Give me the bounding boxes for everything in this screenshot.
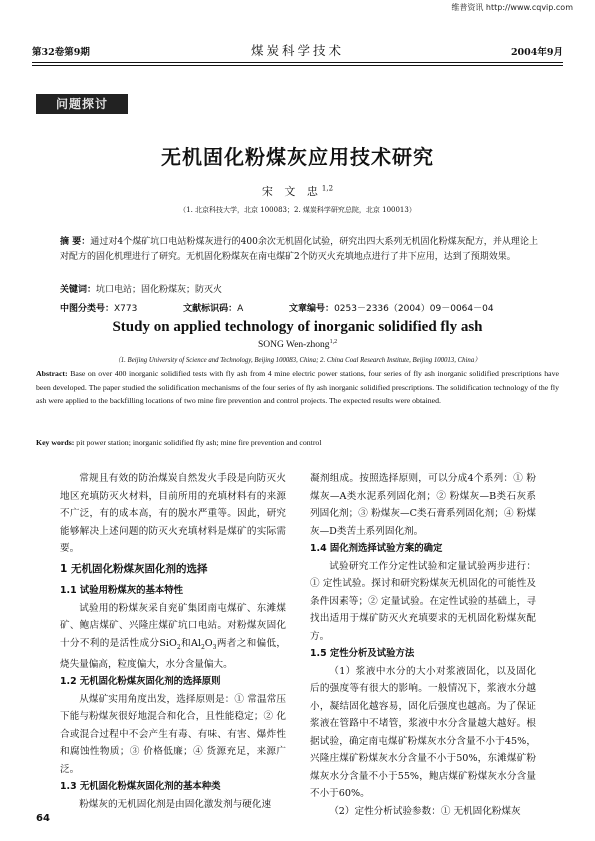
keywords	[60, 283, 538, 298]
header-rule	[32, 62, 563, 63]
section-1-heading: 1 无机固化粉煤灰固化剂的选择	[60, 562, 208, 575]
section-1-3-paragraph: 粉煤灰的无机固化剂是由固化激发剂与硬化速	[79, 798, 272, 810]
english-author-name: SONG Wen-zhong	[257, 340, 330, 351]
section-1-4-paragraph: 试验研究工作分定性试验和定量试验两步进行：① 定性试验。探讨和研究粉煤灰无机固化的可能性及条件因素等；② 定量试验。在定性试验的基础上，寻找出适用于煤矿防灭火充填要求的无机固化粉煤灰配方。	[310, 560, 536, 642]
section-1-3-heading: 1.3 无机固化粉煤灰固化剂的基本种类	[60, 781, 221, 793]
paper-title: 无机固化粉煤灰应用技术研究	[161, 145, 434, 169]
abstract-label: 摘 要：	[60, 237, 91, 247]
section-1-1-heading: 1.1 试验用粉煤灰的基本特性	[60, 585, 183, 596]
author-sup: 1,2	[321, 184, 334, 193]
issue-date: 2004年9月	[510, 47, 563, 58]
volume-issue: 第32卷第9期	[32, 47, 90, 58]
english-author-sup: 1,2	[329, 339, 338, 345]
body-right-column	[310, 470, 536, 820]
section-1-4-heading: 1.4 固化剂选择试验方案的确定	[310, 543, 443, 554]
section-1-5-heading: 1.5 定性分析及试验方法	[310, 648, 415, 659]
english-keywords-text: pit power station; inorganic solidified fly ash; mine fire prevention and control	[76, 438, 322, 447]
article-no-label: 文章编号：	[289, 304, 335, 314]
english-abstract-text: Base on over 400 inorganic solidified tests with fly ash from 4 mine electric power stations, four series of fly ash inorganic solidified prescriptions have been developed. The paper studied the solidification mechanisms of the four series of fly ash inorganic solidified prescriptions. The solidification technology of the fly ash were applied to the backfilling locations of two mine fire prevention and control projects. The expected results were obtained.	[36, 369, 559, 406]
affiliation: （1. 北京科技大学，北京 100083；2. 煤炭科学研究总院，北京 100013）	[179, 206, 416, 214]
section-1-2-heading: 1.2 无机固化粉煤灰固化剂的选择原则	[60, 676, 221, 688]
intro-paragraph: 常规且有效的防治煤炭自然发火手段是向防灭火地区充填防灭火材料，目前所用的充填材料有的来源不广泛，有的成本高，有的脱水严重等。因此，研究能够解决上述问题的防灭火充填材料是煤矿的实际需要。	[60, 473, 286, 554]
author-name: 宋 文 忠	[261, 185, 322, 198]
p11-part-b: 和Al	[180, 637, 201, 649]
p11-part-c: O	[204, 637, 213, 649]
keywords-text: 坑口电站；固化粉煤灰；防灭火	[96, 285, 223, 295]
doc-code-label: 文献标识码：	[183, 304, 238, 314]
section-1-5-paragraph-1: （1）浆液中水分的大小对浆液固化，以及固化后的强度等有很大的影响。一般情况下，浆液水分越小，凝结固化越容易，固化后强度也越高。为了保证浆液在管路中不堵管，浆液中水分含量越大越好。根据试验，确定南屯煤矿粉煤灰水分含量不小于45%，兴隆庄煤矿粉煤灰水分含量不小于50%，东滩煤矿粉煤灰水分含量不小于55%，鲍店煤矿粉煤灰水分含量不小于60%。	[310, 665, 536, 799]
english-title: Study on applied technology of inorganic solidified fly ash	[112, 319, 483, 335]
watermark: 维普资讯 http://www.cqvip.com	[451, 3, 573, 12]
abstract-text: 通过对4个煤矿坑口电站粉煤灰进行的400余次无机固化试验，研究出四大系列无机固化粉煤灰配方，并从理论上对配方的固化机理进行了研究。无机固化粉煤灰在南屯煤矿2个防灭火充填地点进行了井下应用，达到了预期效果。	[60, 237, 538, 262]
section-1-5-paragraph-2: （2）定性分析试验参数：① 无机固化粉煤灰	[329, 805, 521, 817]
p11-part-a: 试验用的粉煤灰采自兖矿集团南屯煤矿、东滩煤矿、鲍店煤矿、兴隆庄煤矿坑口电站。对粉煤灰固化十分不利的是活性成分SiO	[60, 602, 286, 649]
journal-name: 煤炭科学技术	[250, 43, 344, 58]
english-keywords	[36, 436, 559, 450]
section-1-2-paragraph: 从煤矿实用角度出发，选择原则是：① 常温常压下能与粉煤灰很好地混合和化合，且性能稳定；② 化合或混合过程中不会产生有毒、有味、有害、爆炸性和腐蚀性物质；③ 价格低廉；④ 货源充足，来源广泛。	[60, 693, 286, 775]
body-left-column	[60, 470, 286, 813]
section-1-1-paragraph: 试验用的粉煤灰采自兖矿集团南屯煤矿、东滩煤矿、鲍店煤矿、兴隆庄煤矿坑口电站。对粉煤灰固化十分不利的是活性成分SiO$_2$和$Al_2O_3$两者之和偏低，烧失量偏高，粒度偏大，水分含量偏大。	[60, 602, 287, 670]
clc-value: X773	[114, 304, 138, 314]
article-no-value: 0253－2336（2004）09－0064－04	[334, 304, 494, 314]
header-rule-thin	[32, 65, 563, 66]
author	[0, 183, 595, 199]
abstract	[60, 235, 538, 265]
clc-label: 中图分类号：	[60, 304, 115, 314]
keywords-label: 关键词：	[60, 285, 97, 295]
column-badge: 问题探讨	[36, 94, 128, 114]
english-abstract	[36, 367, 559, 408]
section-1-3-continued: 凝剂组成。按照选择原则，可以分成4个系列：① 粉煤灰—A类水泥系列固化剂；② 粉煤灰—B类石灰系列固化剂；③ 粉煤灰—C类石膏系列固化剂；④ 粉煤灰—D类苦土系列固化剂。	[310, 473, 536, 537]
english-keywords-label: Key words:	[36, 438, 75, 447]
english-abstract-label: Abstract:	[36, 369, 68, 378]
page-number: 64	[36, 813, 50, 824]
classification-row	[60, 301, 538, 314]
p11-part-d: 两者之和偏低，烧失量偏高，粒度偏大，水分含量偏大。	[60, 637, 287, 670]
english-affiliation: （1. Beijing University of Science and Technology, Beijing 100083, China; 2. China Coal Research Institute, Beijing 100013, China）	[113, 357, 482, 364]
english-author	[0, 339, 595, 350]
doc-code-value: A	[237, 304, 244, 314]
running-header	[32, 44, 563, 58]
